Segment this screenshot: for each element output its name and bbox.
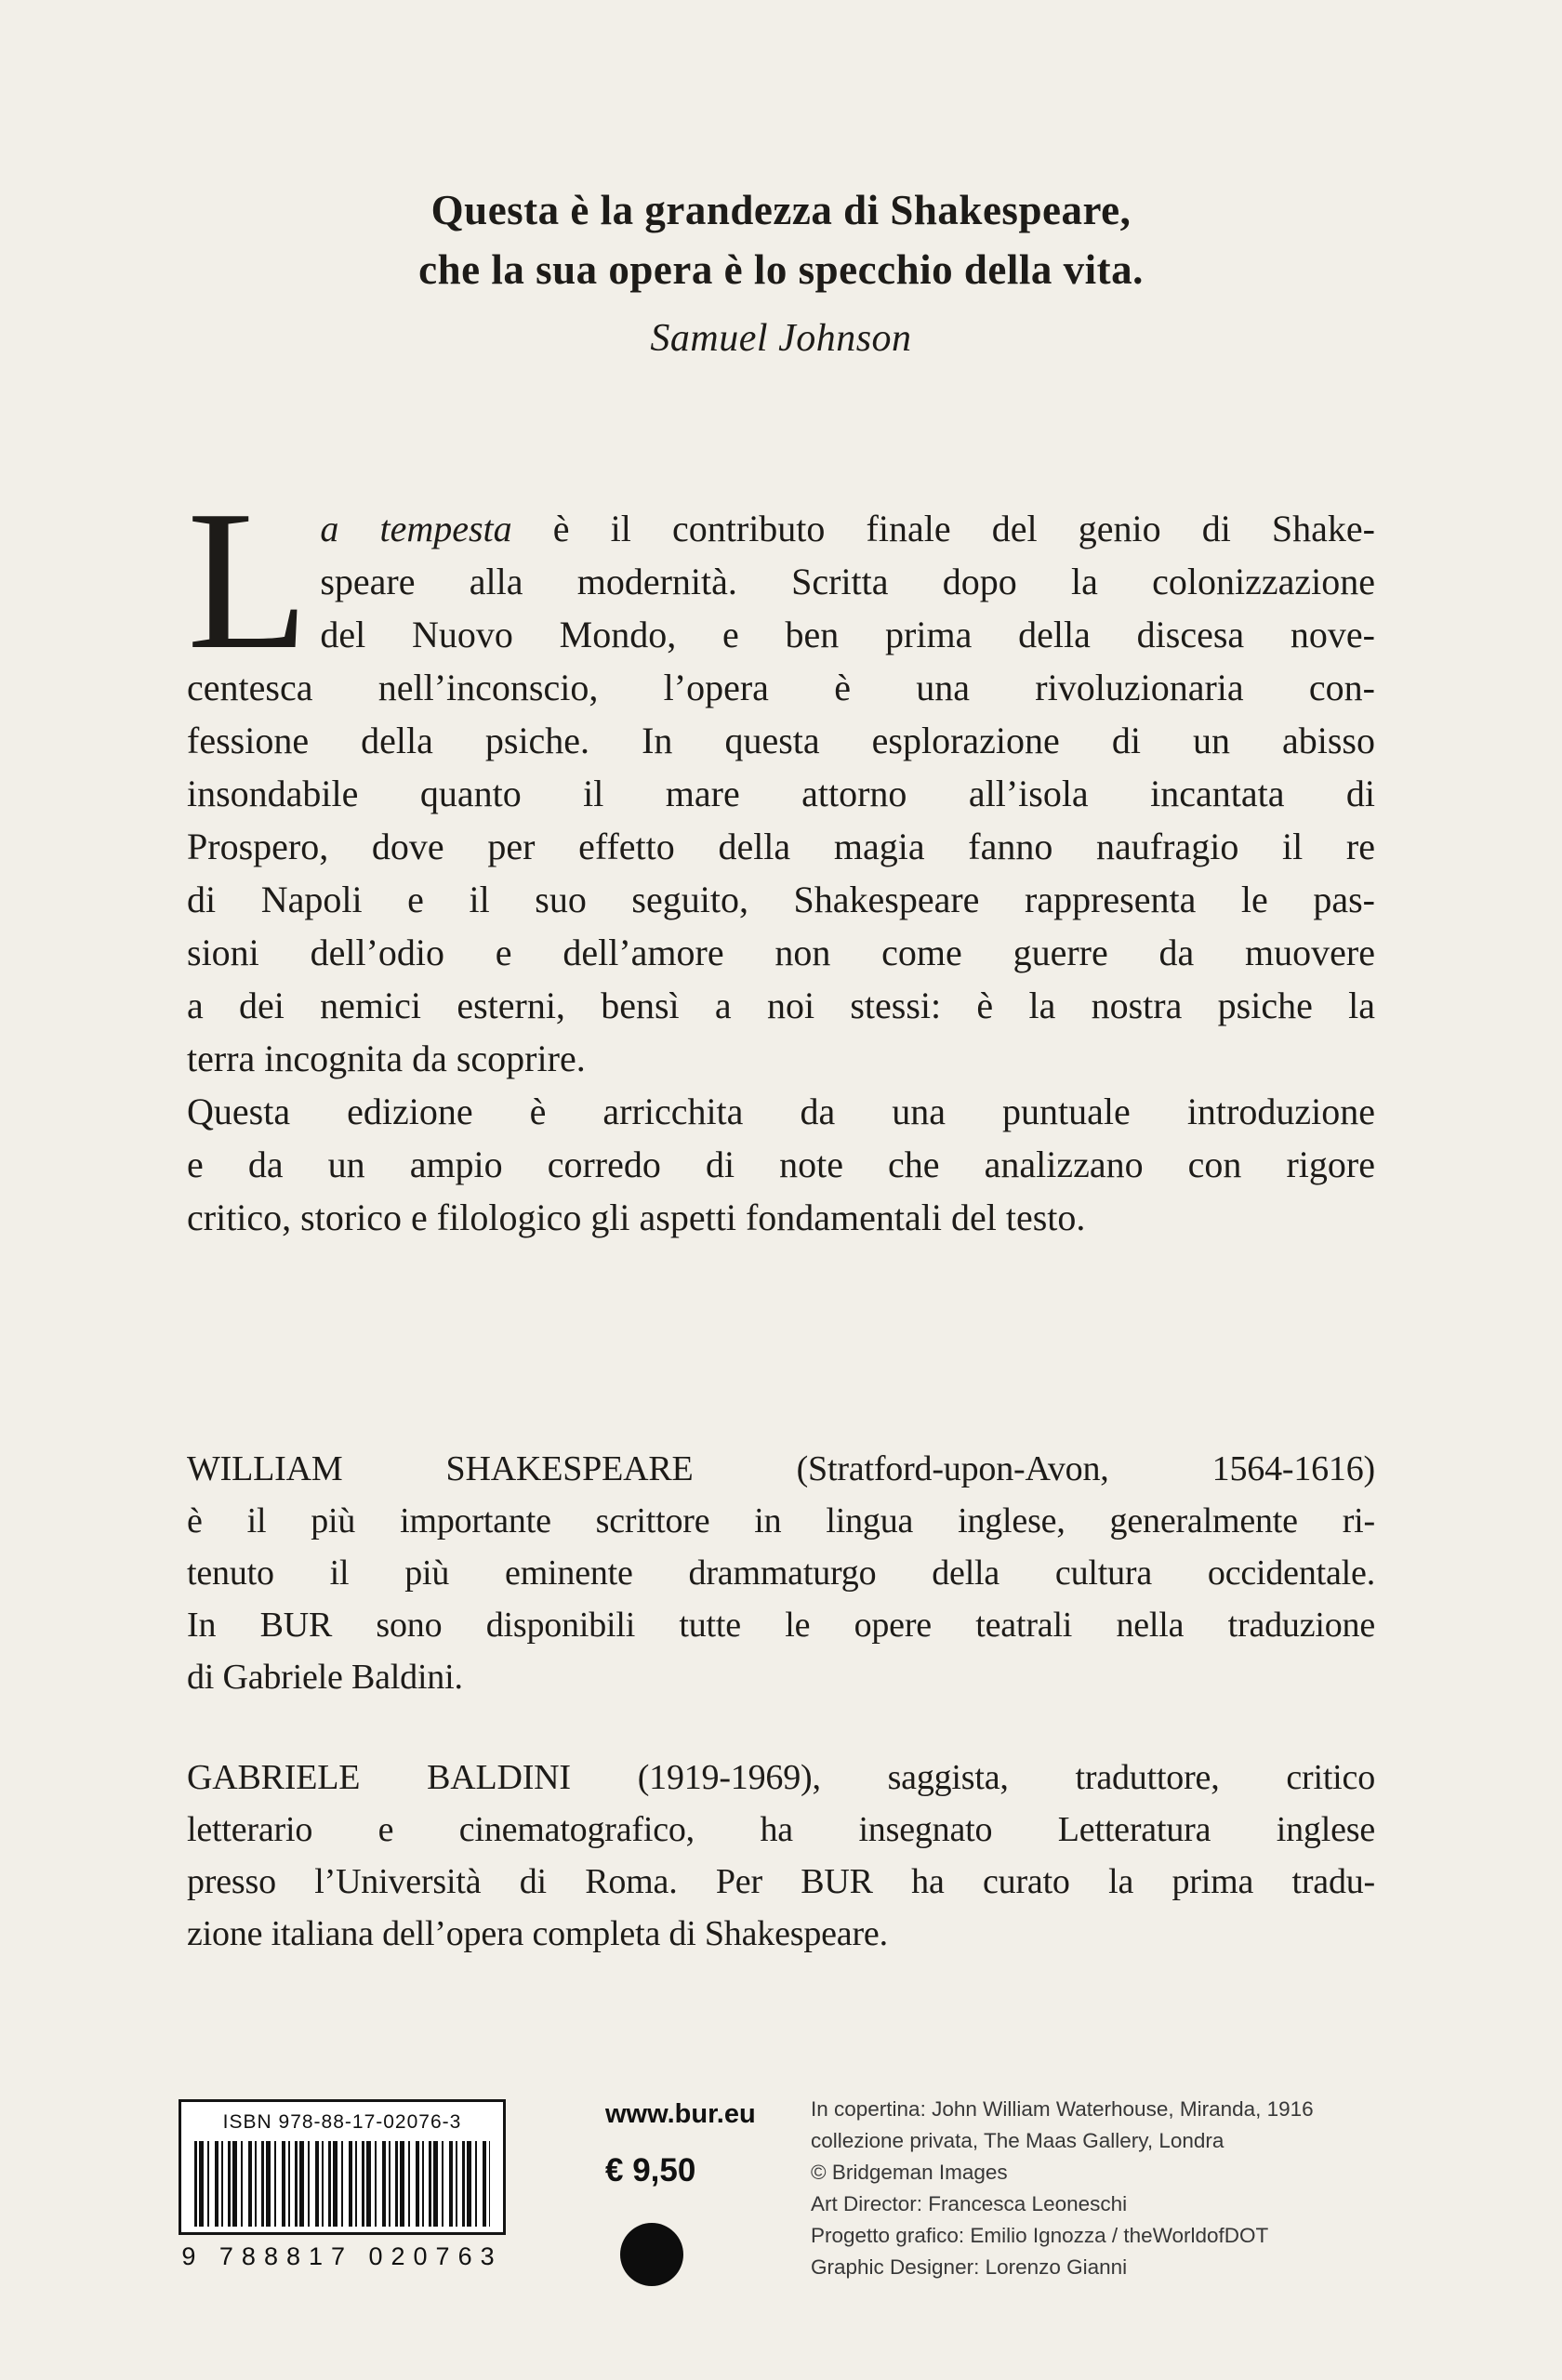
barcode <box>194 2141 490 2227</box>
text-line: di Napoli e il suo seguito, Shakespeare rappresenta le pas- <box>187 879 1375 920</box>
isbn-label: ISBN 978-88-17-02076-3 <box>222 2111 462 2133</box>
text-line: di Gabriele Baldini. <box>187 1658 463 1697</box>
publisher-website: www.bur.eu <box>605 2099 756 2129</box>
book-title-italic: a tempesta <box>320 508 512 549</box>
bio-baldini <box>187 1752 1375 1960</box>
text-line: In copertina: John William Waterhouse, Miranda, 1916 <box>811 2097 1314 2121</box>
text-line: GABRIELE BALDINI (1919-1969), saggista, traduttore, critico <box>187 1758 1375 1797</box>
text-line: tenuto il più eminente drammaturgo della cultura occidentale. <box>187 1554 1375 1593</box>
text-line: sioni dell’odio e dell’amore non come guerre da muovere <box>187 932 1375 973</box>
text-line: letterario e cinematografico, ha insegnato Letteratura inglese <box>187 1810 1375 1849</box>
text-line: fessione della psiche. In questa esplorazione di un abisso <box>187 720 1375 761</box>
text-line: © Bridgeman Images <box>811 2161 1008 2184</box>
text-line: WILLIAM SHAKESPEARE (Stratford-upon-Avon, 1564-1616) <box>187 1449 1375 1488</box>
barcode-box <box>179 2099 506 2235</box>
text-line: insondabile quanto il mare attorno all’isola incantata di <box>187 773 1375 814</box>
quote-line-1: Questa è la grandezza di Shakespeare, <box>430 187 1132 233</box>
text-line: critico, storico e filologico gli aspetti fondamentali del testo. <box>187 1197 1086 1238</box>
text-line: terra incognita da scoprire. <box>187 1038 586 1079</box>
back-cover-blurb <box>187 469 1375 1244</box>
blurb-paragraph-2 <box>187 1085 1375 1244</box>
text-line: In BUR sono disponibili tutte le opere teatrali nella traduzione <box>187 1606 1375 1645</box>
text-line: collezione privata, The Maas Gallery, Londra <box>811 2129 1224 2152</box>
text-line: centesca nell’inconscio, l’opera è una rivoluzionaria con- <box>187 667 1375 708</box>
text-line: a dei nemici esterni, bensì a noi stessi: è la nostra psiche la <box>187 985 1375 1026</box>
price-label: € 9,50 <box>605 2152 696 2188</box>
publisher-price-block <box>605 2099 756 2286</box>
text-line: Graphic Designer: Lorenzo Gianni <box>811 2255 1128 2279</box>
text-line: Questa edizione è arricchita da una puntuale introduzione <box>187 1091 1375 1132</box>
text-line: zione italiana dell’opera completa di Shakespeare. <box>187 1914 888 1953</box>
text-line: del Nuovo Mondo, e ben prima della discesa nove- <box>320 614 1375 655</box>
cover-credits <box>811 2094 1397 2283</box>
author-bios <box>187 1443 1375 1960</box>
text-line <box>187 502 1375 555</box>
text-line: è il più importante scrittore in lingua inglese, generalmente ri- <box>187 1501 1375 1540</box>
text-line: Art Director: Francesca Leoneschi <box>811 2192 1128 2215</box>
text-line: e da un ampio corredo di note che analizzano con rigore <box>187 1144 1375 1185</box>
text-line: presso l’Università di Roma. Per BUR ha curato la prima tradu- <box>187 1862 1375 1901</box>
first-line-rest: è il contributo finale del genio di Shake- <box>511 508 1375 549</box>
epigraph-quote <box>0 180 1562 368</box>
barcode-block <box>179 2099 506 2271</box>
quote-line-2: che la sua opera è lo specchio della vita. <box>418 246 1144 293</box>
barcode-digits: 9 788817 020763 <box>181 2242 503 2270</box>
text-line: Progetto grafico: Emilio Ignozza / theWorldofDOT <box>811 2224 1269 2247</box>
quote-attribution: Samuel Johnson <box>650 317 912 360</box>
bio-shakespeare <box>187 1443 1375 1703</box>
black-dot-logo-icon <box>620 2223 683 2286</box>
text-line: speare alla modernità. Scritta dopo la colonizzazione <box>320 561 1375 602</box>
text-line: Prospero, dove per effetto della magia fanno naufragio il re <box>187 826 1375 867</box>
blurb-paragraph-1 <box>187 555 1375 1085</box>
dropcap-letter: L <box>187 469 310 691</box>
